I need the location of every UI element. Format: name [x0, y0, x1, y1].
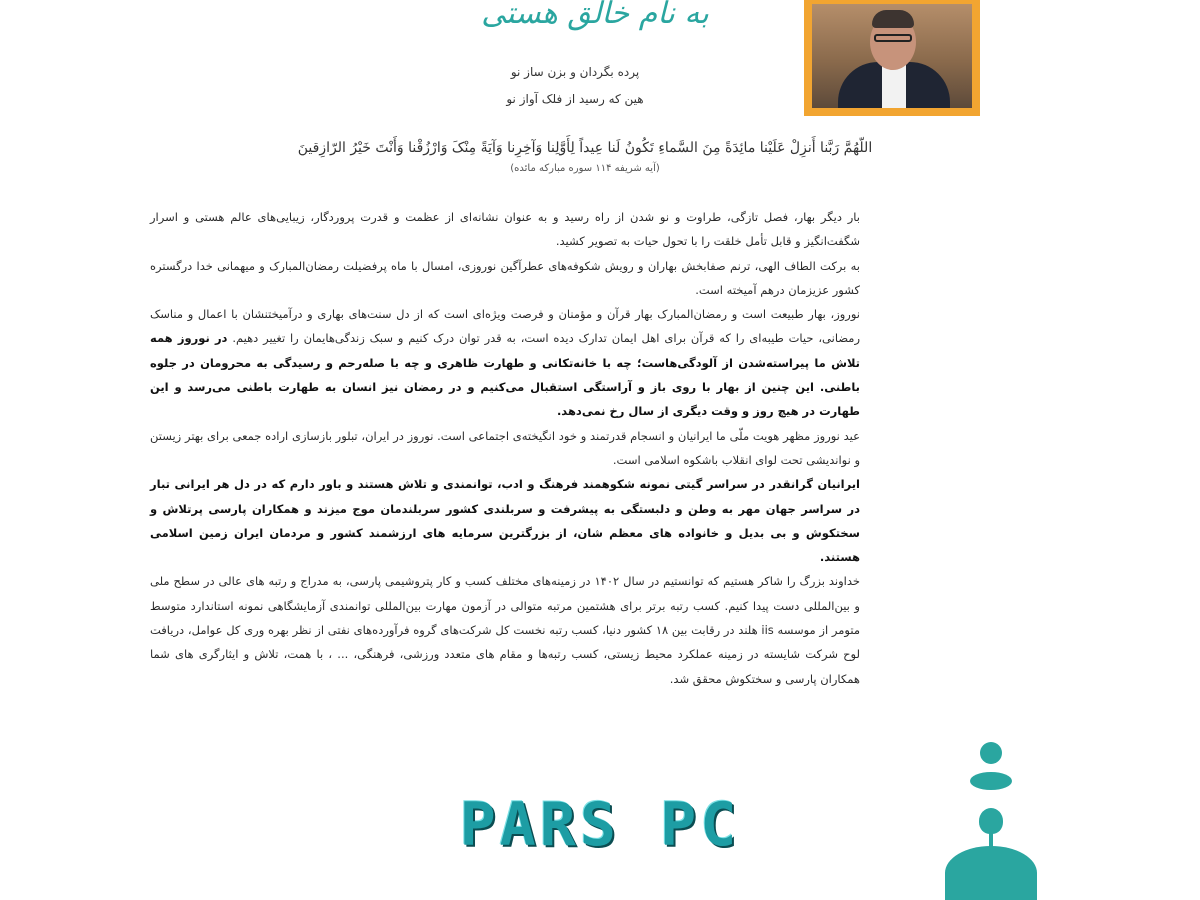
ornament-dot-mid	[970, 772, 1012, 790]
paragraph-6: خداوند بزرگ را شاکر هستیم که توانستیم در سال ۱۴۰۲ در زمینه‌های مختلف کسب و کار پتروشیمی پارسی، به مدراج و رتبه های عالی در سطح ملی و بین‌المللی دست پیدا کنیم. کسب رتبه برتر برای هشتمین مرتبه متوالی در آزمون مهارت بین‌المللی توانمندی آزمایشگاهی نمونه استاندارد متوسط متومر از موسسه iis هلند در رقابت بین ۱۸ کشور دنیا، کسب رتبه نخست کل شرکت‌های گروه فرآورده‌های نفتی از نظر بهره وری کل عوامل، دریافت لوح شرکت شایسته در زمینه عملکرد محیط زیستی، کسب رتبه‌ها و مقام های متعدد ورزشی، فرهنگی، ... ، با همت، تلاش و ایثارگری های شما همکاران پارسی و سختکوش محقق شد.	[150, 574, 861, 686]
pars-pc-logo: PARS PC	[459, 790, 741, 860]
paragraph-3-text: نوروز، بهار طبیعت است و رمضان‌المبارک بهار قرآن و مؤمنان و فرصت ویژه‌ای است که از دل سنت‌های بهاری و درآمیختنشان با اعمال و مناسک رمضانی، حیات طیبه‌ای را که قرآن برای اهل ایمان تدارک دیده است، به قدر توان درک کنیم و سبک زندگی‌هایمان را تغییر دهیم.	[150, 307, 861, 346]
message-body	[150, 205, 860, 691]
heading-calligraphy: به نام خالق هستی	[481, 0, 709, 31]
paragraph-5-end: سرمایه های ارزشمند کشور و مردمان ایران زمین اسلامی هستند.	[150, 525, 860, 565]
portrait-frame	[804, 0, 980, 116]
paragraph-5	[150, 472, 860, 569]
poem-line-2: هین که رسید از فلک آواز نو	[506, 92, 644, 106]
quran-verse: اللّهُمَّ رَبَّنا أَنزِلْ عَلَيْنا مائِدَةً مِنَ السَّماءِ تَکُونُ لَنا عِیداً لِأَوَّلِنا وَآخِرِنا وَآیَةً مِنْکَ وَارْزُقْنا وَأَنْتَ خَیْرُ الرّازِقینَ	[297, 140, 873, 156]
paragraph-3-bold: در نوروز همه تلاش ما پیراسته‌شدن از آلودگی‌هاست؛ چه با خانه‌تکانی و طهارت ظاهری و چه با صله‌رحم و رسیدگی به محرومان در جلوه باطنی. این چنین از بهار با روی باز و آراستگی استقبال می‌کنیم و در رمضان نیز انسان به طهارت باطنی می‌رسد و این طهارت در هیچ روز و وقت دیگری از سال رخ نمی‌دهد.	[150, 331, 860, 419]
paragraph-4: عید نوروز مظهر هویت ملّی ما ایرانیان و انسجام قدرتمند و خود انگیخته‌ی اجتماعی است. نوروز در ایران، تبلور بازسازی اراده جمعی برای بهتر زیستن و نواندیشی تحت لوای انقلاب باشکوه اسلامی است.	[150, 428, 860, 467]
poem-line-1: پرده بگردان و بزن ساز نو	[510, 65, 640, 79]
paragraph-5-bold: ایرانیان گرانقدر در سراسر گیتی نمونه شکوهمند فرهنگ و ادب، توانمندی و تلاش هستند و باور دارم که در دل هر ایرانی تبار در سراسر جهان مهر به وطن و دلبستگی به پیشرفت و سربلندی کشور سربلندمان موج میزند و همکاران پارسی پرتلاش و سختکوش و بی بدیل و خانواده های معظم شان، از بزرگترین	[150, 477, 860, 540]
ornament-dot-top	[980, 742, 1002, 764]
paragraph-1: بار دیگر بهار، فصل تازگی، طراوت و نو شدن از راه رسید و به عنوان نشانه‌ای از عظمت و قدرت پروردگار، زیبایی‌های عالم هستی و اسرار شگفت‌انگیز و قابل تأمل خلقت را با تحول حیات به تصویر کشید.	[150, 210, 860, 249]
verse-reference: (آیه شریفه ۱۱۴ سوره مبارکه مائده)	[510, 163, 660, 174]
paragraph-2: به برکت الطاف الهی، ترنم صفابخش بهاران و رویش شکوفه‌های عطرآگین نوروزی، امسال با ماه پرفضیلت رمضان‌المبارک و میهمانی خدا درگستره کشور عزیزمان درهم آمیخته است.	[150, 258, 860, 297]
portrait-photo	[812, 4, 972, 108]
ornament-dome	[945, 846, 1037, 900]
paragraph-3	[150, 302, 860, 423]
